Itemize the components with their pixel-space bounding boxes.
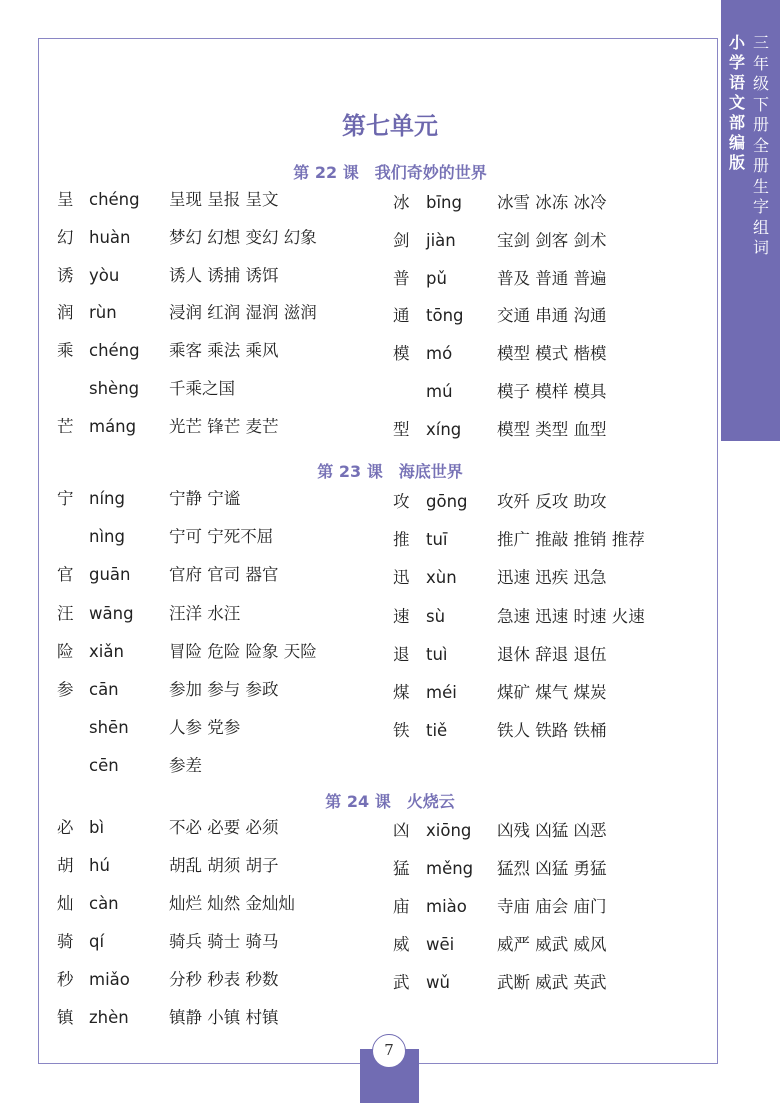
vocab-pinyin: shēn	[89, 718, 129, 738]
vocab-words: 模型 类型 血型	[497, 419, 607, 439]
lesson-title: 第 24 课 火烧云	[325, 792, 455, 811]
vocab-pinyin: xiǎn	[89, 641, 124, 661]
vocab-character: 险	[57, 641, 74, 661]
vocab-character: 芒	[57, 416, 74, 436]
vocab-words: 参加 参与 参政	[169, 680, 279, 699]
vocab-pinyin: sù	[426, 606, 446, 626]
vocab-pinyin: xiōng	[426, 821, 472, 840]
vocab-pinyin: bīng	[426, 193, 462, 212]
vocab-words: 攻歼 反攻 助攻	[497, 492, 607, 511]
vocab-words: 官府 官司 器官	[169, 565, 279, 585]
vocab-character: 秒	[57, 970, 74, 989]
vocab-pinyin: shèng	[89, 379, 140, 398]
vocab-character: 冰	[393, 193, 410, 212]
vocab-words: 骑兵 骑士 骑马	[169, 932, 279, 951]
vocab-words: 诱人 诱捕 诱饵	[169, 265, 279, 285]
vocab-words: 分秒 秒表 秒数	[169, 970, 279, 989]
vocab-pinyin: tōng	[426, 306, 464, 326]
vocab-words: 宝剑 剑客 剑术	[497, 230, 607, 250]
vocab-pinyin: jiàn	[426, 230, 456, 250]
vocab-character: 官	[57, 565, 74, 585]
vocab-words: 灿烂 灿然 金灿灿	[169, 894, 295, 913]
vocab-words: 冒险 危险 险象 天险	[169, 641, 317, 661]
vocab-words: 退休 辞退 退伍	[497, 644, 607, 664]
vocab-character: 推	[393, 530, 410, 550]
vocab-character: 普	[393, 268, 410, 288]
vocab-words: 镇静 小镇 村镇	[169, 1008, 279, 1027]
vocab-words: 威严 威武 威风	[497, 935, 607, 954]
vocab-character: 幻	[57, 227, 74, 247]
vocab-character: 必	[57, 818, 74, 837]
vocab-character: 乘	[57, 341, 74, 361]
vocab-character: 退	[393, 644, 410, 664]
vocab-words: 武断 威武 英武	[497, 973, 607, 992]
vocab-pinyin: wāng	[89, 603, 134, 623]
vocab-pinyin: yòu	[89, 265, 120, 285]
vocab-character: 汪	[57, 603, 74, 623]
vocab-character: 灿	[57, 894, 74, 913]
vocab-pinyin: bì	[89, 818, 105, 837]
vocab-pinyin: zhèn	[89, 1008, 129, 1027]
vocab-character: 速	[393, 606, 410, 626]
vocab-character: 胡	[57, 856, 74, 875]
vocab-words: 不必 必要 必须	[169, 818, 279, 837]
lesson-title: 第 22 课 我们奇妙的世界	[293, 163, 487, 182]
vocab-pinyin: hú	[89, 856, 110, 875]
vocab-words: 汪洋 水汪	[169, 603, 241, 623]
vocab-words: 千乘之国	[169, 379, 235, 398]
series-title: 小学语文部编版	[728, 33, 745, 172]
vocab-words: 人参 党参	[169, 718, 241, 738]
vocab-character: 猛	[393, 859, 410, 878]
vocab-character: 型	[393, 419, 410, 439]
vocab-character: 模	[393, 344, 410, 364]
vocab-pinyin: rùn	[89, 303, 117, 323]
vocab-pinyin: tuì	[426, 644, 448, 664]
vocab-words: 寺庙 庙会 庙门	[497, 897, 607, 916]
vocab-pinyin: xíng	[426, 419, 462, 439]
vocab-character: 镇	[57, 1008, 74, 1027]
vocab-pinyin: guān	[89, 565, 131, 585]
vocab-pinyin: cēn	[89, 756, 119, 776]
vocab-pinyin: càn	[89, 894, 119, 913]
vocab-pinyin: tiě	[426, 721, 448, 741]
vocab-pinyin: gōng	[426, 492, 468, 511]
vocab-pinyin: pǔ	[426, 268, 447, 288]
vocab-pinyin: měng	[426, 859, 474, 878]
vocab-pinyin: xùn	[426, 568, 457, 588]
vocab-pinyin: méi	[426, 683, 457, 702]
vocab-words: 交通 串通 沟通	[497, 306, 607, 326]
vocab-character: 武	[393, 973, 410, 992]
vocab-words: 宁静 宁谧	[169, 489, 241, 508]
vocab-words: 模子 模样 模具	[497, 382, 607, 401]
vocab-pinyin: tuī	[426, 530, 448, 550]
page-number: 7	[372, 1034, 406, 1068]
vocab-pinyin: cān	[89, 680, 119, 699]
vocab-pinyin: chéng	[89, 341, 140, 361]
vocab-pinyin: mó	[426, 344, 453, 364]
vocab-character: 煤	[393, 683, 410, 702]
vocab-pinyin: wēi	[426, 935, 455, 954]
vocab-character: 剑	[393, 230, 410, 250]
vocab-character: 参	[57, 680, 74, 699]
vocab-words: 迅速 迅疾 迅急	[497, 568, 607, 588]
vocab-words: 模型 模式 楷模	[497, 344, 607, 364]
vocab-words: 梦幻 幻想 变幻 幻象	[169, 227, 317, 247]
vocab-words: 光芒 锋芒 麦芒	[169, 416, 279, 436]
side-tab	[721, 0, 780, 441]
vocab-words: 猛烈 凶猛 勇猛	[497, 859, 607, 878]
vocab-words: 呈现 呈报 呈文	[169, 190, 279, 209]
vocab-pinyin: chéng	[89, 190, 140, 209]
vocab-character: 迅	[393, 568, 410, 588]
vocab-pinyin: wǔ	[426, 973, 450, 992]
vocab-pinyin: qí	[89, 932, 105, 951]
vocab-words: 参差	[169, 756, 202, 776]
vocab-pinyin: huàn	[89, 227, 131, 247]
vocab-character: 骑	[57, 932, 74, 951]
vocab-character: 威	[393, 935, 410, 954]
vocab-words: 普及 普通 普遍	[497, 268, 607, 288]
vocab-words: 急速 迅速 时速 火速	[497, 606, 645, 626]
vocab-words: 乘客 乘法 乘风	[169, 341, 279, 361]
vocab-pinyin: máng	[89, 416, 137, 436]
lesson-title: 第 23 课 海底世界	[317, 462, 463, 481]
vocab-words: 煤矿 煤气 煤炭	[497, 683, 607, 702]
unit-title: 第七单元	[342, 112, 438, 140]
vocab-pinyin: miǎo	[89, 970, 130, 989]
vocab-pinyin: níng	[89, 489, 125, 508]
vocab-character: 诱	[57, 265, 74, 285]
vocab-character: 润	[57, 303, 74, 323]
vocab-words: 推广 推敲 推销 推荐	[497, 530, 645, 550]
vocab-words: 铁人 铁路 铁桶	[497, 721, 607, 741]
vocab-words: 凶残 凶猛 凶恶	[497, 821, 607, 840]
vocab-words: 胡乱 胡须 胡子	[169, 856, 279, 875]
book-subtitle: 三年级下册 全册生字组词	[752, 33, 769, 257]
vocab-words: 浸润 红润 湿润 滋润	[169, 303, 317, 323]
vocab-character: 宁	[57, 489, 74, 508]
vocab-pinyin: nìng	[89, 527, 125, 547]
vocab-character: 攻	[393, 492, 410, 511]
vocab-words: 宁可 宁死不屈	[169, 527, 274, 547]
vocab-words: 冰雪 冰冻 冰冷	[497, 193, 607, 212]
vocab-character: 凶	[393, 821, 410, 840]
vocab-character: 呈	[57, 190, 74, 209]
vocab-character: 铁	[393, 721, 410, 741]
vocab-character: 庙	[393, 897, 410, 916]
vocab-pinyin: miào	[426, 897, 467, 916]
vocab-pinyin: mú	[426, 382, 453, 401]
vocab-character: 通	[393, 306, 410, 326]
